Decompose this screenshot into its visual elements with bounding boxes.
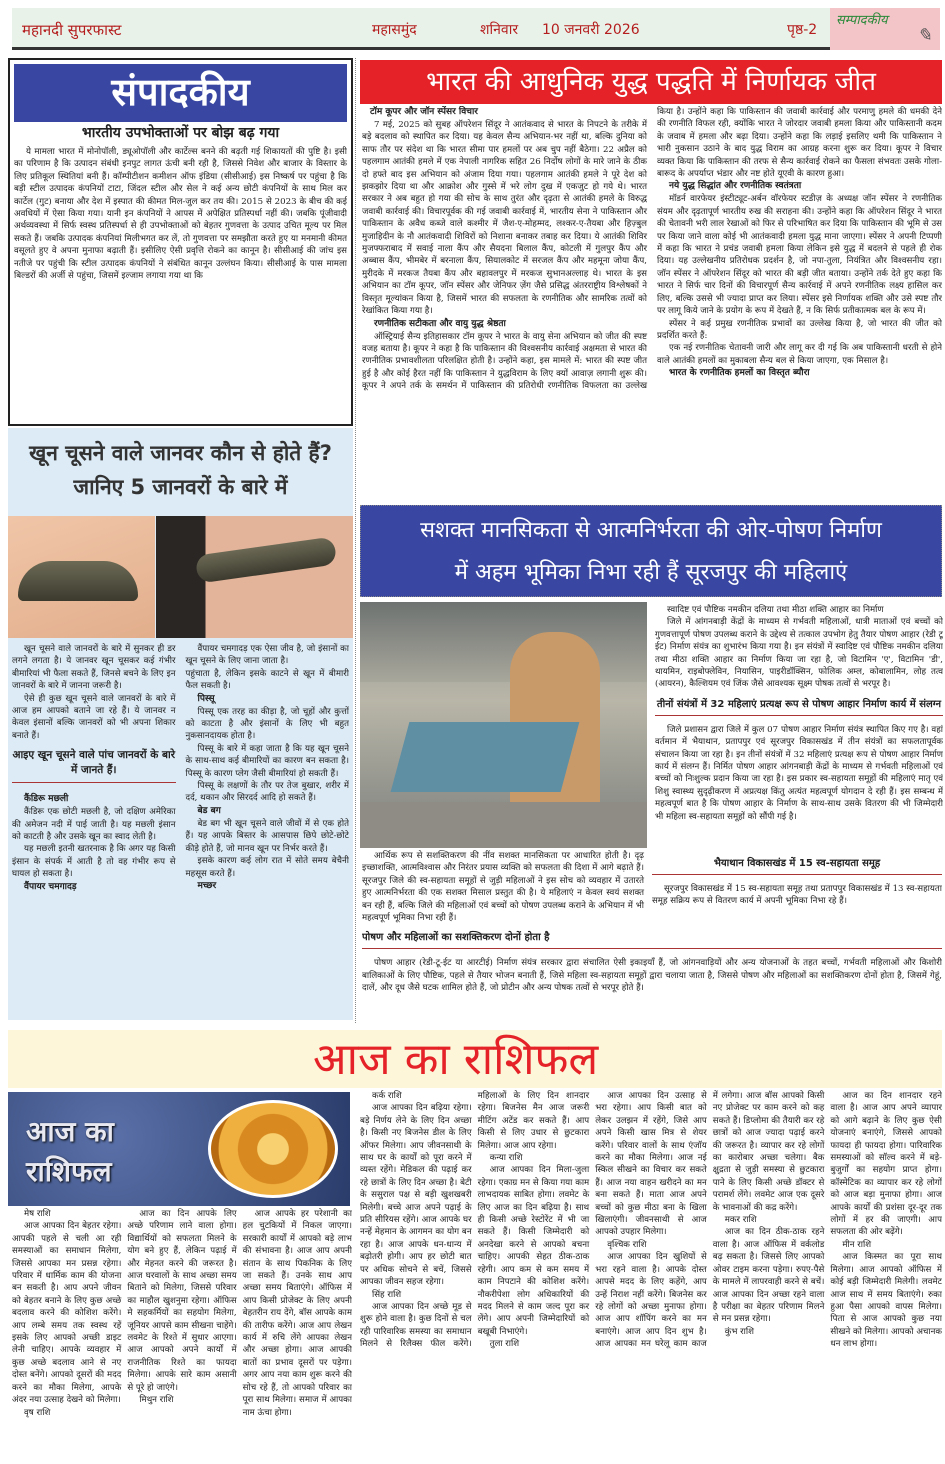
- image-text-line: आज का: [26, 1115, 114, 1148]
- sign-name: कन्या राशि: [489, 1153, 523, 1164]
- subheading: वैंपायर चमगादड़: [24, 881, 77, 892]
- section-heading: भैयाथान विकासखंड में 15 स्व-सहायता समूह: [652, 853, 942, 875]
- subheading: भारत के रणनीतिक हमलों का विस्तृत ब्यौरा: [669, 368, 810, 379]
- paragraph: एक नई रणनीतिक चेतावनी जारी और लागू कर दी गई कि अब पाकिस्तानी धरती से होने वाले आतंकी हमलों का मुकाबला सैन्य बल से किया जाएगा, एक मिसाल है।: [657, 343, 942, 366]
- poshan-headline: [360, 505, 942, 597]
- section-heading: तीनों संयंत्रों में 32 महिलाएं प्रत्यक्ष रूप से पोषण आहार निर्माण कार्य में संलग्न: [655, 694, 943, 716]
- paragraph: मॉडर्न वारफेयर इंस्टीट्यूट-अर्बन वॉरफेयर स्टडीज़ के अध्यक्ष जॉन स्पेंसर ने रणनीतिक संयम और दृढ़तापूर्ण भारतीय रुख की सराहना की। उन्होंने कहा कि ऑपरेशन सिंदूर ने भारत की चेतावनी भरी लाल रेखाओं को फिर से परिभाषित कर दिया कि पाकिस्तान की भूमि से उस पर किया जाने वाला कोई भी आतंकवादी हमला युद्ध माना जाएगा। स्पेंसर ने अपनी टिप्पणी में कहा कि भारत ने प्रचंड जवाबी हमला किया लेकिन इसे युद्ध में बदलने से पहले ही रोक दिया। यह उल्लेखनीय प्रतिरोधक प्रदर्शन है, जो नपा-तुला, नियंत्रित और विश्वसनीय रहा। जॉन स्पेंसर ने ऑपरेशन सिंदूर को भारत की बड़ी जीत बताया। उन्होंने तर्क देते हुए कहा कि भारत ने सिर्फ चार दिनों की विचारपूर्ण सैन्य कार्रवाई में अपने रणनीतिक लक्ष्य हासिल कर लिए, बल्कि उससे भी ज्यादा प्राप्त कर लिया। स्पेंसर इसे निर्णायक शक्ति और उसे स्पष्ट तौर पर लागू किये जाने के प्रयोग के रूप में देखते हैं, न कि सिर्फ प्रतीकात्मक बल के रूप में।: [657, 194, 942, 317]
- paragraph: वैंपायर चमगादड़ एक ऐसा जीव है, जो इंसानों का खून चूसने के लिए जाना जाता है।: [185, 644, 349, 667]
- leech-photo-1: [8, 516, 155, 638]
- byline: टॉम कूपर और जॉन स्पेंसर विचार: [370, 107, 478, 117]
- zodiac-wheel-icon: [208, 1100, 338, 1198]
- paragraph: स्वादिष्ट एवं पौष्टिक नमकीन दलिया तथा मीठा शक्ति आहार का निर्माण: [667, 605, 884, 615]
- poshan-bottom-body: [362, 850, 942, 1022]
- article-body: [12, 643, 349, 1015]
- paragraph: जिले प्रशासन द्वारा जिले में कुल 07 पोषण आहार निर्माण संयंत्र स्थापित किए गए है। वहां वर्तमान में भैयाथान, प्रतापपुर एवं सूरजपुर विकासखंड में तीन संयंत्रों का सफलतापूर्वक संचालन किया जा रहा है। इन तीनों संयंत्रों में 32 महिलाएं प्रत्यक्ष रूप से पोषण आहार निर्माण कार्य में संलग्न हैं। निर्मित पोषण आहार आंगनबाड़ी केंद्रों के माध्यम से गर्भवती महिलाओं एवं बच्चों को निःशुल्क प्रदान किया जा रहा है। इस प्रकार स्व-सहायता समूहों की महिलाएं मातृ एवं शिशु स्वास्थ्य सुदृढ़ीकरण में अप्रत्यक्ष किंतु अत्यंत महत्वपूर्ण योगदान दे रही हैं। इस सम्बन्ध में महत्वपूर्ण बात है कि पोषण आहार के निर्माण के साथ-साथ उसके वितरण की भी जिम्मेदारी भी महिला स्व-सहायता समूहों को सौंपी गई है।: [655, 724, 943, 822]
- sign-name: तुला राशि: [489, 1339, 520, 1350]
- paragraph: आर्थिक रूप से सशक्तिकरण की नींव सशक्त मानसिकता पर आधारित होती है। दृढ़ इच्छाशक्ति, आत्मविश्वास और निरंतर प्रयास व्यक्ति को सफलता की दिशा में आगे बढ़ाते हैं। सूरजपुर जिले की स्व-सहायता समूहों से जुड़ी महिलाओं ने इस सोच को व्यवहार में उतारते हुए आत्मनिर्भरता की एक सशक्त मिसाल प्रस्तुत की है। ये महिलाएं न केवल स्वयं सशक्त बन रही हैं, बल्कि जिले की महिलाओं एवं बच्चों को पोषण उपलब्ध कराने के अभियान में भी महत्वपूर्ण भूमिका निभा रही हैं।: [362, 851, 644, 924]
- subheading: पिस्सू: [197, 693, 215, 704]
- sign-name: सिंह राशि: [372, 1289, 402, 1300]
- rashifal-banner: [8, 1030, 942, 1088]
- war-headline: भारत की आधुनिक युद्ध पद्धति में निर्णायक जीत: [360, 60, 942, 104]
- paragraph: 7 मई, 2025 को सुबह ऑपरेशन सिंदूर ने आतंकवाद से भारत के निपटने के तरीके में बड़े बदलाव को स्थापित कर दिया। यह केवल सैन्य अभियान-भर नहीं था, बल्कि दुनिया को साफ तौर पर संदेश था कि भारत सीमा पार हमलों पर अब चुप नहीं बैठेगा। 22 अप्रैल को पहलगाम आतंकी हमले में एक नेपाली नागरिक सहित 26 निर्दोष लोगों के मारे जाने के ठीक दो हफ्ते बाद इस अभियान को अंजाम दिया गया। पहलगाम आतंकी हमले ने पूरे देश को झकझोर दिया था और आक्रोश और गुस्से में भरे लोग दुख में एकजुट हो गये थे। भारत सरकार ने अब बहुत हो गया की सोच के साथ तुरंत और दृढ़ता से आतंकी हमले के विरुद्ध जवाबी कार्रवाई की। विचारपूर्वक की गई जवाबी कार्रवाई में, भारतीय सेना ने पाकिस्तान और पाकिस्तान के अवैध कब्जे वाले कश्मीर में जैश-ए-मोहम्मद, लश्कर-ए-तैयबा और हिज़्बुल मुजाहिदीन के नौ आतंकवादी शिविरों को निशाना बनाकर तबाह कर दिया। ये आतंकी शिविर मुजफ्फराबाद में सवाई नाला कैंप और सैयदना बिलाल कैंप, कोटली में गुलपुर कैंप और अब्बास कैंप, भीमबेर में बरनाला कैंप, सियालकोट में सरजल कैंप और महमूना जोया कैंप, मुरीदके में मरकज तैयबा कैंप और बहावलपुर में मरकज सुभानअल्लाह थे। भारत के इस अभियान का टॉम कूपर, जॉन स्पेंसर और जेनिफर ज़ेंग जैसे प्रसिद्ध अंतरराष्ट्रीय विश्लेषकों ने विस्तृत मूल्यांकन किया है, जिसमें भारत की सफलता के रणनीतिक और सामरिक तत्वों को रेखांकित किया गया है।: [362, 120, 647, 317]
- sign-text: आज आपका दिन बढ़िया रहेगा। बड़े निर्णय लेने के लिए दिन अच्छा है। किसी नए बिजनेस डील के लिए ऑफर मिलेगा। आप जीवनसाथी के साथ घर के कार्यों को पूरा करने में व्यस्त रहेंगे। मेडिकल की पढ़ाई कर रहे छात्रों के लिए दिन अच्छा है। बेटी के ससुराल पक्ष से बड़ी खुशखबरी मिलेगी। बच्चे आज अपने पढ़ाई के प्रति सीरियस रहेंगे। आज आपके घर नन्हें मेहमान के आगमन का योग बन रहा है। आज आपके धन-धान्य में बढ़ोतरी होगी। आप हर छोटी बात पर अधिक सोचने से बचें, जिससे आपका जीवन सहज रहेगा।: [360, 1103, 472, 1288]
- headline-line-1: खून चूसने वाले जानवर कौन से होते हैं?: [29, 441, 332, 465]
- sign-text: आज का दिन ठीक-ठाक रहने वाला है। आज ऑफिस में वर्कलोड बढ़ सकता है। जिससे लिए आपको ओवर टाइम करना पड़ेगा। रुपए-पैसे के मामले में लापरवाही करने से बचें। आज आपका दिन अच्छा रहने वाला है परीक्षा का बेहतर परिणाम मिलने से मन प्रसन्न रहेगा।: [712, 1227, 825, 1325]
- editorial-logo: [830, 8, 940, 50]
- sign-name: मीन राशि: [842, 1239, 872, 1250]
- paragraph: पोषण आहार (रेडी-टू-ईट या आरटीई) निर्माण संयंत्र सरकार द्वारा संचालित ऐसी इकाइयाँ हैं, जो आंगनवाड़ियों और अन्य योजनाओं के तहत बच्चों, गर्भवती महिलाओं और किशोरी बालिकाओं के लिए पौष्टिक, पहले से तैयार भोजन बनाती हैं, जिसे महिला स्व-सहायता समूहों द्वारा चलाया जाता है, जिससे पोषण और महिलाओं का सशक्तिकरण दोनों होता है, जिसमें गेहूं, दालें, और दूध जैसे घटक शामिल होते हैं, जो प्रोटीन और अन्य पोषक तत्वों से भरपूर होते हैं।: [362, 958, 942, 994]
- sign-text: आज आपका दिन उत्साह से भरा रहेगा। आप किसी बात को लेकर उलझन में रहेंगे, जिसे आप अपने किसी खास मित्र से शेयर करेंगे। परिवार वालों के साथ एंजॉय करने का मौका मिलेगा। आज नई स्किल सीखने का विचार कर सकते हैं। आज नया वाहन खरीदने का मन बना सकते हैं। माता आज अपने बच्चों को कुछ मीठा बना के खिला खिलाएंगी। जीवनसाथी से आज आपको उपहार मिलेगा।: [595, 1091, 707, 1238]
- sign-text: आज का दिन आपके लिए अच्छे परिणाम लाने वाला होगा। विद्यार्थियों को सफलता मिलने के योग बने हुए हैं, लेकिन पढ़ाई में और मेहनत करने की जरूरत है। आज घरवालों के साथ अच्छा समय बिताने को मिलेगा, जिससे परिवार का माहौल खुशनुमा रहेगा। ऑफिस मे सहकर्मियों का सहयोग मिलेगा, जूनियर आपसे काम सीखना चाहेंगे। लवमेट के रिश्ते में सुधार आएगा। आज आपको अपने कार्यों में राजनीतिक रिश्ते का फायदा मिलेगा। आपके सारे काम असानी से पूरे हो जाएंगे।: [127, 1209, 237, 1393]
- sign-name: मिथुन राशि: [139, 1395, 174, 1406]
- subheading: नये युद्ध सिद्धांत और रणनीतिक स्वतंत्रता: [669, 181, 802, 192]
- paragraph: जिले में आंगनबाड़ी केंद्रों के माध्यम से गर्भवती महिलाओं, धात्री माताओं एवं बच्चों को गुणवत्तापूर्ण पोषण उपलब्ध कराने के उद्देश्य से तत्काल उपभोग हेतु तैयार पोषण आहार (रेडी टू ईट) निर्माण संयंत्र का शुभारंभ किया गया है। इन संयंत्रों में स्वादिष्ट एवं पौष्टिक नमकीन दलिया तथा मीठा शक्ति आहार का निर्माण किया जा रहा है, जो विटामिन 'ए', विटामिन 'डी', थायमिन, राइबोफ्लेविन, नियासिन, पाइरीडॉक्सिन, फोलिक अम्ल, कोबालामिन, लोह तत्व (आयरन), कैल्शियम एवं जिंक जैसे आवश्यक सूक्ष्म पोषक तत्वों से भरपूर है।: [655, 617, 943, 690]
- blood-sucking-article: [8, 428, 353, 1020]
- sign-text: आज आपका दिन अच्छे मूड से शुरू होने वाला है। कुछ दिनों से चल रही पारिवारिक समस्या का समाधान मिलने से रिलैक्स फील करेंगे। महिलाओं के लिए दिन शानदार रहेगा। बिजनेस मैन आज जरूरी मीटिंग अटेंड कर सकते हैं। आप किसी से लिए उधार से छुटकारा मिलेगा। आज आप रहेगा।: [360, 1091, 590, 1350]
- sign-text: आज आपका दिन बेहतर रहेगा। आपकी पहले से चली आ रही समस्याओं का समाधान मिलेगा, जिससे आपका मन प्रसन्न रहेगा। परिवार में धार्मिक काम की योजना बन सकती है। आप अपने जीवन को बेहतर बनाने के लिए कुछ अच्छे बदलाव करने की कोशिश करेंगे। आप लम्बे समय तक स्वस्थ रहें इसके लिए आपको अच्छी डाइट लेनी चाहिए। आपके व्यवहार में कुछ अच्छे बदलाव आने से नए दोस्त बनेंगे। आपको दूसरों की मदद करने का मौका मिलेगा, आपके अंदर नया उत्साह देखने को मिलेगा।: [12, 1221, 122, 1406]
- day: शनिवार: [480, 22, 519, 38]
- subheading: बेड बग: [197, 805, 221, 816]
- women-making-nutrition-food-photo: [360, 602, 647, 848]
- rashifal-image-text: [26, 1112, 114, 1192]
- paragraph: ये मामला भारत में मोनोपॉली, ड्यूओपॉली और कार्टेल्स बनने की बढ़ती गई शिकायतों की पुष्टि है। इसी का परिणाम है कि उत्पादन संबंधी इनपुट लागत ऊंची बनी रही है, जिससे निवेश और बाजार के विस्तार के लिए प्रतिकूल स्थितियां बनी हैं। कॉम्पीटीशन कमीशन ऑफ इंडिया (सीसीआई) इस निष्कर्ष पर पहुंचा है कि बड़ी स्टील उत्पादक कंपनियों टाटा, जिंदल स्टील और सेल ने कई अन्य छोटी कंपनियों के साथ मिल कर कार्टेल (गुट) बनाया और देश में इस्पात की कीमत मिल-जुल कर तय की। 2015 से 2023 के बीच की कई अवधियों में ऐसा किया गया। यानी इन कंपनियों ने आपस में अपेक्षित प्रतिस्पर्धा नहीं की। जबकि पूंजीवादी अर्थव्यवस्था में सिर्फ स्वस्थ प्रतिस्पर्धा से ही उपभोक्ताओं को बेहतर गुणवत्ता के उत्पाद उचित मूल्य पर मिल सकते हैं। जबकि उत्पादक कंपनियां मिलीभगत कर लें, तो गुणवत्ता पर समझौता करते हुए या मनमानी कीमत वसूलते हुए वे अपना मुनाफा बढ़ाती हैं। इसीलिए ऐसी प्रवृत्ति रोकने का कानून है। सीसीआई की जांच इस नतीजे पर पहुंची कि स्टील उत्पादक कंपनियों ने संबंधित कानून उल्लंघन किया। सीसीआई के पास मामला बिल्डरों की अर्जी से पहुंचा, जिसमें इल्जाम लगाया गया था कि: [14, 147, 347, 282]
- paragraph: पिस्सू एक तरह का कीड़ा है, जो चूहों और कुत्तों को काटता है और इंसानों के लिए भी बहुत नुकसानदायक होता है।: [185, 706, 349, 742]
- headline-line-1: सशक्त मानसिकता से आत्मनिर्भरता की ओर-पोषण निर्माण: [420, 518, 882, 543]
- paragraph: ऑस्ट्रियाई सैन्य इतिहासकार टॉम कूपर ने भारत के वायु सेना अभियान को जीत की स्पष्ट वजह बताया है। कूपर ने कहा है कि पाकिस्तान की विश्वसनीय कार्रवाई अक्षमता से भारत की रणनीतिक प्रभावशीलता परिलक्षित होती है। उन्होंने कहा, इस मामले में: भारत की स्पष्ट जीत हुई है और कोई हैरत नहीं कि पाकिस्तान ने युद्धविराम के लिए क्यों आवाज़ लगानी शुरू की। कूपर ने अपने तर्क के समर्थन में पाकिस्तान की प्रतिरोधी रणनीतिक विफलता का उल्लेख किया है। उन्होंने कहा कि पाकिस्तान की जवाबी कार्रवाई और परमाणु हमले की धमकी देने की रणनीति विफल रही, क्योंकि भारत ने जोरदार जवाबी हमला किया और पाकिस्तानी कदम के जवाब में हमला और बढ़ा दिया। उन्होंने कहा कि लड़ाई इसलिए थमी कि पाकिस्तान ने भारी नुकसान उठाने के बाद युद्ध विराम का आग्रह करना शुरू कर दिया। कूपर ने विचार व्यक्त किया कि पाकिस्तान की तरफ से सैन्य कार्रवाई रोकने का फैसला संभवतः उसके गोला-बारूद के अपर्याप्त भंडार और नष्ट होते यूएवी के कारण हुआ।: [362, 107, 942, 392]
- paragraph: खून चूसने वाले जानवरों के बारे में सुनकर ही डर लगने लगता है। ये जानवर खून चूसकर कई गंभीर बीमारियां भी फैला सकते हैं, जिनसे बचने के लिए इन जानवरों के बारे में जानना जरूरी है।: [12, 644, 176, 692]
- sign-name: मकर राशि: [724, 1215, 757, 1226]
- article-headline: [8, 436, 353, 504]
- paragraph: ऐसे ही कुछ खून चूसने वाले जानवरों के बारे में आज हम आपको बताने जा रहे हैं। ये जानवर न केवल इंसानों बल्कि जानवरों को भी अपना शिकार बनाते हैं।: [12, 693, 176, 741]
- editorial-body: [14, 146, 347, 422]
- paper-name: महानदी सुपरफास्ट: [22, 21, 122, 39]
- editorial-box: [8, 58, 353, 426]
- section-heading: आइए खून चूसने वाले पांच जानवरों के बारे में जानते हैं।: [12, 742, 176, 783]
- column-divider: [355, 58, 356, 1023]
- subheading: कैंडिरू मछली: [24, 794, 69, 805]
- paragraph: यह मछली इतनी खतरनाक है कि अगर यह किसी इंसान के संपर्क में आती है तो वह गंभीर रूप से घायल हो सकता है।: [12, 844, 176, 880]
- sign-name: वृश्चिक राशि: [607, 1239, 647, 1250]
- rashifal-title: आज का राशिफल: [313, 1034, 599, 1085]
- sign-name: कर्क राशि: [372, 1091, 402, 1101]
- sign-text: आज का दिन शानदार रहने वाला है। आज आप अपने व्यापार को आगे बढ़ाने के लिए कुछ ऐसी योजनाएं बनाएंगे, जिससे आपको फायदा ही फायदा होगा। पारिवारिक समस्याओं को सॉल्व करने में बड़े-बुजुर्गों का सहयोग प्राप्त होगा। कॉस्मेटिक का व्यापार कर रहे लोगों को आज बड़ा मुनाफा होगा। आज आपके कार्यों की प्रशंसा दूर-दूर तक लोगों में हर की जाएगी। आप सफलता की ओर बढ़ेंगे।: [830, 1091, 942, 1238]
- editorial-title: संपादकीय: [14, 64, 347, 122]
- paragraph: पिस्सू के बारे में कहा जाता है कि यह खून चूसने के साथ-साथ कई बीमारियों का कारण बन सकता है। पिस्सू के कारण प्लेग जैसी बीमारियां हो सकती हैं।: [185, 743, 349, 779]
- image-text-line: राशिफल: [26, 1155, 112, 1188]
- page-number: पृष्ठ-2: [787, 22, 818, 38]
- subheading: रणनीतिक सटीकता और वायु युद्ध श्रेष्ठता: [374, 318, 506, 329]
- sign-name: कुंभ राशि: [724, 1326, 754, 1337]
- section-heading: पोषण और महिलाओं का सशक्तिकरण दोनों होता है: [362, 927, 942, 949]
- headline-line-2: जानिए 5 जानवरों के बारे में: [73, 475, 288, 499]
- paragraph: सूरजपुर विकासखंड में 15 स्व-सहायता समूह तथा प्रतापपुर विकासखंड में 13 स्व-सहायता समूह सक्रिय रूप से वितरण कार्य में अपनी भूमिका निभा रहे हैं।: [652, 884, 942, 907]
- rashifal-image: [8, 1092, 350, 1206]
- subheading: मच्छर: [197, 880, 217, 891]
- sign-text: आज आपका दिन मिला-जुला रहेगा। एकाग्र मन से किया गया काम लाभदायक साबित होगा। लवमेट के लिए आज का दिन बढ़िया है। साथ ही किसी अच्छे रेस्टोरेंट में भी जा सकते हैं। किसी जिम्मेदारी को अनदेखा करने से आपको बचना चाहिए। आपकी सेहत ठीक-ठाक रहेगी। आप कम से कम समय में काम निपटाने की कोशिश करेंगे। नौकरीपेशा लोग अधिकारियों की मदद मिलने से काम जल्द पूरा कर लेंगे। आप अपनी जिम्मेदारियों को बखूबी निभाएंगे।: [477, 1165, 590, 1337]
- leech-photo-2: [156, 516, 353, 638]
- poshan-right-body: [655, 604, 943, 849]
- paragraph: पिस्सू के लक्षणों के तौर पर तेज बुखार, शरीर में दर्द, थकान और सिरदर्द आदि हो सकते हैं।: [185, 781, 349, 804]
- headline-line-2: में अहम भूमिका निभा रही हैं सूरजपुर की महिलाएं: [454, 560, 848, 585]
- paragraph: कैंडिरू एक छोटी मछली है, जो दक्षिण अमेरिका की अमेजन नदी में पाई जाती है। यह मछली इंसान को काटती है और उसके खून का स्वाद लेती है।: [12, 807, 176, 843]
- sign-text: आज आपका दिन खुशियों से भरा रहने वाला है। आपके दोस्त आपसे मदद के लिए कहेंगे, आप उन्हें निराश नहीं करेंगे। बिजनेस कर रहे लोगों को अच्छा मुनाफा होगा। आज आप शॉपिंग करने का मन बनाएंगे। आज आप दिन शुभ है। आज आपका मन घरेलू काम काज में लगेगा। आज बॉस आपको किसी नए प्रोजेक्ट पर काम करने को कह सकते हैं। डिप्लोमा की तैयारी कर रहे छात्रों को आज ज्यादा पढ़ाई करने की जरूरत है। व्यापार कर रहे लोगों का कारोबार अच्छा चलेगा। बैक क्षुद्रता से जुड़ी समस्या से छुटकारा पाने के लिए किसी अच्छे डॉक्टर से परामर्श लेंगे। लवमेट आज एक दूसरे के भावनाओं की कद्र करेंगे।: [595, 1091, 825, 1350]
- sign-name: वृष राशि: [24, 1407, 51, 1418]
- masthead-rule: [12, 47, 830, 50]
- masthead: [12, 8, 830, 50]
- pen-icon: ✎: [916, 25, 932, 46]
- editorial-subtitle: भारतीय उपभोक्ताओं पर बोझ बढ़ गया: [81, 125, 280, 141]
- rashifal-columns-left: [12, 1208, 352, 1460]
- rashifal-columns-right: [360, 1090, 942, 1460]
- paragraph: बेड बग भी खून चूसने वाले जीवों में से एक होते हैं। यह आपके बिस्तर के आसपास छिपे छोटे-छोटे कीड़े होते हैं, जो मानव खून पर निर्भर करते हैं।: [185, 818, 349, 854]
- sign-name: मेष राशि: [24, 1209, 51, 1219]
- date: 10 जनवरी 2026: [542, 22, 640, 38]
- city: महासमुंद: [372, 22, 417, 38]
- paragraph: स्पेंसर ने कई प्रमुख रणनीतिक प्रभावों का उल्लेख किया है, जो भारत की जीत को प्रदर्शित करते हैं:: [657, 318, 942, 341]
- sign-text: आज किस्मत का पूरा साथ मिलेगा। आज आपको ऑफिस में कोई बड़ी जिम्मेदारी मिलेगी। लवमेट आज साथ में समय बिताएंगे। रुका हुआ पैसा आपको वापस मिलेगा। पिता से आज आपको कुछ नया सीखने को मिलेगा। आपको अचानक धन लाभ होगा।: [830, 1252, 942, 1350]
- sign-text: आज आपके हर परेशानी का हल चुटकियों में निकल जाएगा। सरकारी कार्यों में आपको बड़े लाभ की संभावना है। आज आप अपनी संतान के साथ पिकनिक के लिए जा सकते हैं। उनके साथ आप अच्छा समय बिताएंगे। ऑफिस में आप किसी प्रोजेक्ट के लिए अपनी बेहतरीन राय देंगे, बॉस आपके काम की तारीफ करेंगे। आज आप लेखन कार्य में रुचि लेंगे आपका लेखन और अच्छा होगा। आज आपकी बातों का प्रभाव दूसरों पर पड़ेगा। अगर आप नया काम शुरू करने की सोच रहे हैं, तो आपको परिवार का पूरा साथ मिलेगा। समाज में आपका नाम ऊंचा होगा।: [242, 1209, 352, 1418]
- war-article-body: [362, 106, 942, 500]
- logo-text: सम्पादकीय: [836, 13, 888, 28]
- paragraph: पहुंचाता है, लेकिन इसके काटने से खून में बीमारी फैल सकती है।: [185, 668, 349, 692]
- paragraph: इसके कारण कई लोग रात में सोते समय बेचैनी महसूस करते हैं।: [185, 856, 349, 879]
